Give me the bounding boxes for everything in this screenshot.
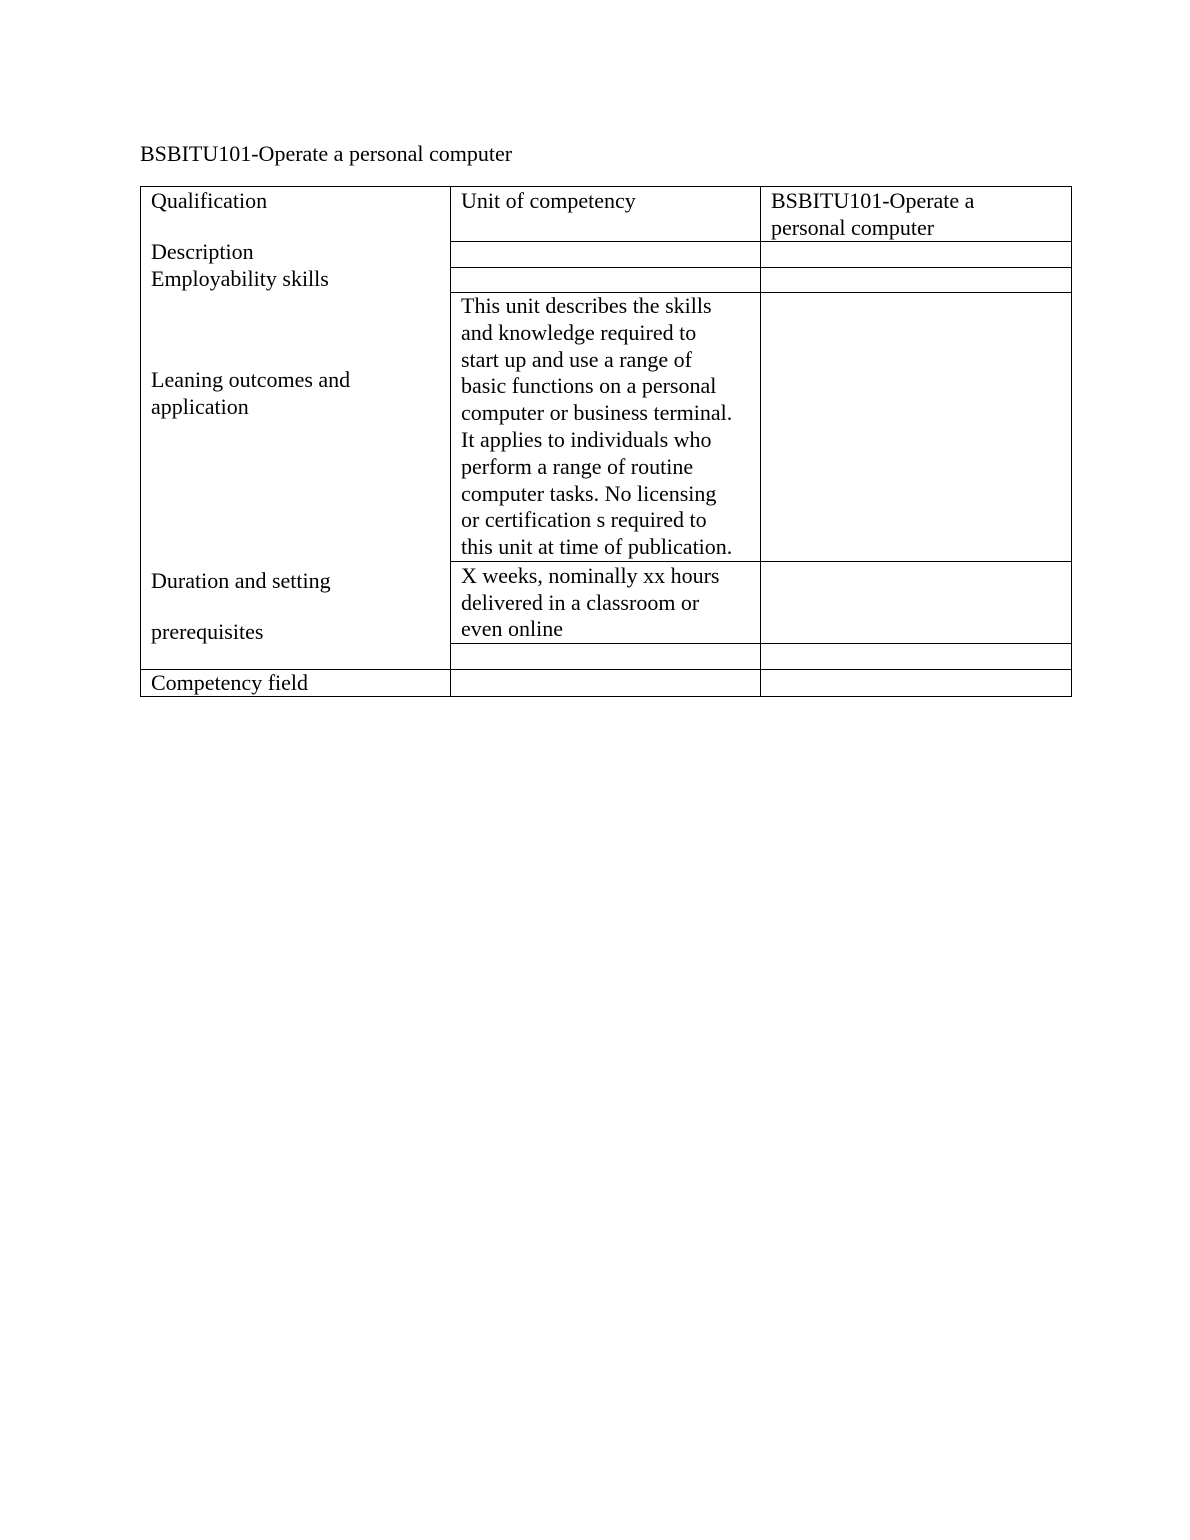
- label-duration-setting: Duration and setting: [151, 568, 331, 593]
- competency-table: [140, 186, 1072, 697]
- description-cell: [451, 293, 760, 561]
- row-divider: [450, 643, 1072, 644]
- duration-line: even online: [461, 616, 564, 641]
- description-line: perform a range of routine: [461, 453, 694, 479]
- description-line: basic functions on a personal: [461, 373, 717, 399]
- description-line: It applies to individuals who: [461, 427, 712, 452]
- label-qualification: Qualification: [151, 188, 268, 213]
- label-learning-outcomes: Leaning outcomes and: [151, 367, 351, 392]
- description-line: computer or business terminal.: [461, 400, 733, 426]
- description-line: start up and use a range of: [461, 346, 692, 372]
- description-line: This unit describes the skills: [461, 293, 712, 318]
- description-line: or certification s required to: [461, 507, 707, 533]
- duration-line: delivered in a classroom or: [461, 589, 700, 615]
- row-divider: [450, 241, 1072, 242]
- label-column: [140, 186, 450, 669]
- row-divider: [450, 561, 1072, 562]
- label-description: Description: [151, 239, 254, 264]
- unit-of-competency-header: Unit of competency: [461, 188, 636, 213]
- description-line: computer tasks. No licensing: [461, 480, 717, 506]
- label-prerequisites: prerequisites: [151, 619, 264, 644]
- table-border-right: [1071, 186, 1072, 697]
- unit-name-line: personal computer: [771, 214, 935, 240]
- label-employability-skills: Employability skills: [151, 266, 329, 291]
- label-competency-field: Competency field: [151, 670, 309, 695]
- label-learning-outcomes-cont: application: [151, 394, 249, 419]
- duration-cell: [451, 563, 760, 643]
- row-divider: [450, 267, 1072, 268]
- duration-line: X weeks, nominally xx hours: [461, 563, 720, 588]
- page-title: BSBITU101-Operate a personal computer: [140, 141, 513, 166]
- unit-name-cell: [761, 186, 1071, 241]
- column-divider-2: [760, 186, 761, 697]
- description-line: and knowledge required to: [461, 319, 697, 345]
- unit-name-line: BSBITU101-Operate a: [771, 188, 975, 213]
- description-line: this unit at time of publication.: [461, 534, 733, 560]
